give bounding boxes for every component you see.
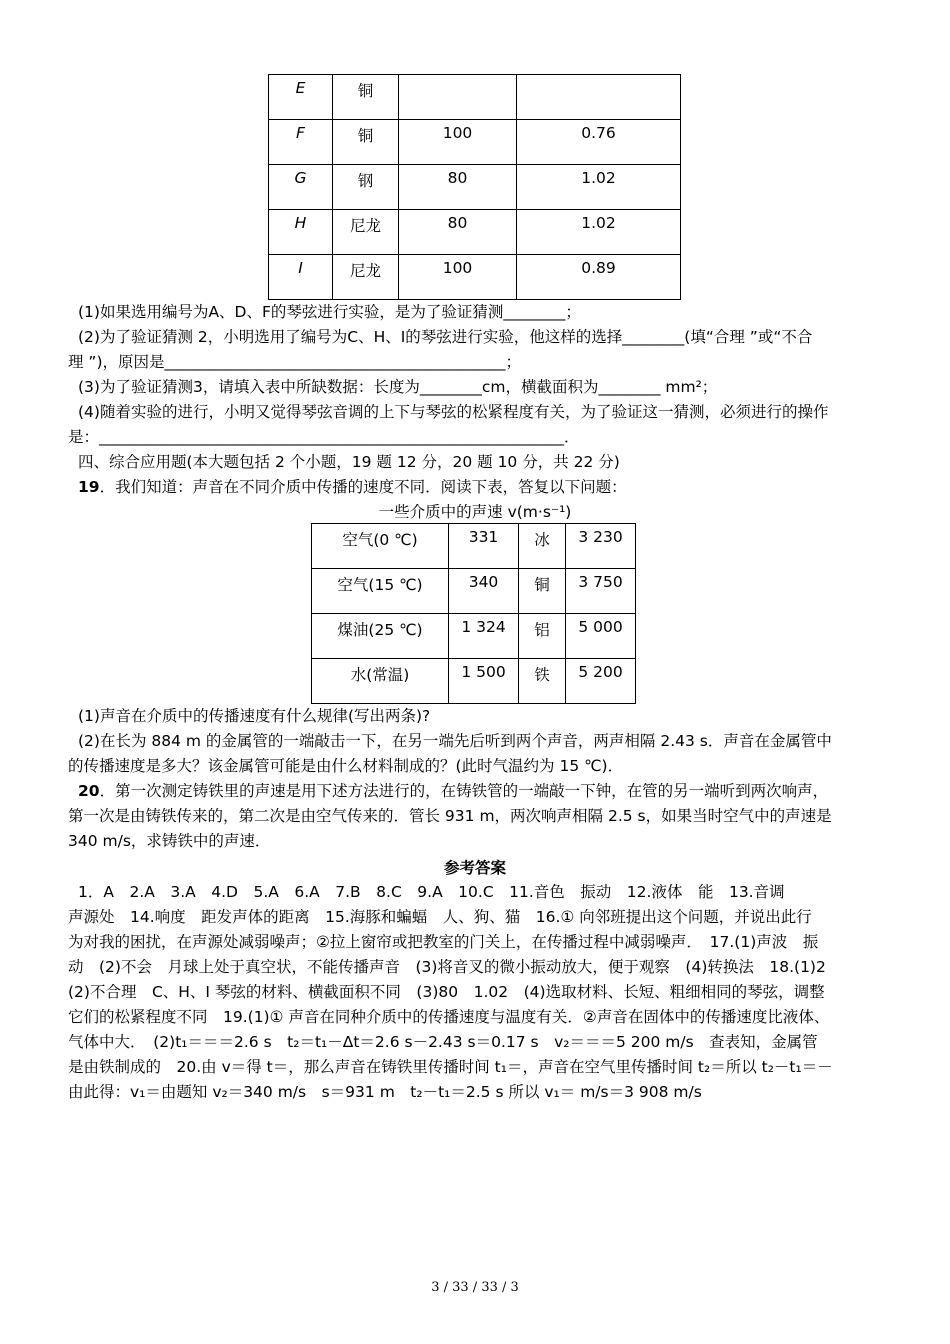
string-length — [399, 75, 517, 120]
answer-line-8: 是由铁制成的 20.由 v＝得 t＝，那么声音在铸铁里传播时间 t₁＝，声音在空气里传播时间 t₂＝所以 t₂－t₁＝－ — [68, 1058, 833, 1076]
answer-line-6: 它们的松紧程度不同 19.(1)① 声音在同种介质中的传播速度与温度有关．②声音在固体中的传播速度比液体、 — [68, 1008, 830, 1026]
sound-speed-table — [311, 523, 636, 704]
question-4-line2: 是：____________________________________________________________． — [68, 428, 580, 446]
string-area — [517, 75, 681, 120]
medium-speed: 5 000 — [566, 614, 636, 659]
medium-name: 冰 — [519, 524, 566, 569]
string-material: 钢 — [333, 165, 399, 210]
answers-heading: 参考答案 — [443, 859, 506, 877]
question-4-line1: (4)随着实验的进行，小明又觉得琴弦音调的上下与琴弦的松紧程度有关，为了验证这一猜测，必须进行的操作 — [78, 403, 829, 421]
string-id: I — [269, 255, 333, 300]
sound-speed-row — [312, 569, 636, 614]
string-area: 0.89 — [517, 255, 681, 300]
medium-speed: 5 200 — [566, 659, 636, 704]
sound-speed-row — [312, 659, 636, 704]
medium-name: 空气(0 ℃) — [312, 524, 449, 569]
answer-line-5: (2)不合理 C、H、I 琴弦的材料、横截面积不同 (3)80 1.02 (4)选取材料、长短、粗细相同的琴弦，调整 — [68, 983, 825, 1001]
medium-name: 铁 — [519, 659, 566, 704]
page-footer: 3 / 33 / 33 / 3 — [431, 1280, 519, 1295]
sound-speed-row — [312, 524, 636, 569]
question-1: (1)如果选用编号为A、D、F的琴弦进行实验，是为了验证猜测________； — [78, 303, 581, 321]
question-3: (3)为了验证猜测3，请填入表中所缺数据：长度为________cm，横截面积为________ mm²； — [78, 378, 718, 396]
string-table-row — [269, 210, 681, 255]
answer-line-4: 动 (2)不会 月球上处于真空状，不能传播声音 (3)将音叉的微小振动放大，便于观察 (4)转换法 18.(1)2 — [68, 958, 826, 976]
medium-speed: 340 — [449, 569, 519, 614]
question-20-line3: 340 m/s，求铸铁中的声速． — [68, 832, 271, 850]
medium-name: 煤油(25 ℃) — [312, 614, 449, 659]
string-length: 80 — [399, 210, 517, 255]
table2-title: 一些介质中的声速 v(m·s⁻¹) — [378, 503, 572, 521]
string-material: 铜 — [333, 75, 399, 120]
section-4-heading: 四、综合应用题(本大题包括 2 个小题，19 题 12 分，20 题 10 分，共 22 分) — [78, 453, 620, 471]
medium-name: 铝 — [519, 614, 566, 659]
string-table-row — [269, 120, 681, 165]
string-material: 尼龙 — [333, 210, 399, 255]
answer-line-3: 为对我的困扰，在声源处减弱噪声；②拉上窗帘或把教室的门关上，在传播过程中减弱噪声． 17.(1)声波 振 — [68, 933, 819, 951]
string-id: F — [269, 120, 333, 165]
string-material: 铜 — [333, 120, 399, 165]
string-length: 100 — [399, 120, 517, 165]
answer-line-2: 声源处 14.响度 距发声体的距离 15.海豚和蝙蝠 人、狗、猫 16.① 向邻班提出这个问题，并说出此行 — [68, 908, 812, 926]
medium-speed: 1 324 — [449, 614, 519, 659]
string-length: 100 — [399, 255, 517, 300]
string-id: E — [269, 75, 333, 120]
question-19-2-line1: (2)在长为 884 m 的金属管的一端敲击一下，在另一端先后听到两个声音，两声相隔 2.43 s．声音在金属管中 — [78, 732, 832, 750]
sound-speed-row — [312, 614, 636, 659]
question-2-line1: (2)为了验证猜测 2，小明选用了编号为C、H、I的琴弦进行实验，他这样的选择________(填“合理 ”或“不合 — [78, 328, 813, 346]
string-table-row — [269, 75, 681, 120]
answer-line-9: 由此得：v₁＝由题知 v₂＝340 m/s s＝931 m t₂－t₁＝2.5 s 所以 v₁＝ m/s＝3 908 m/s — [68, 1083, 702, 1101]
medium-speed: 331 — [449, 524, 519, 569]
string-material: 尼龙 — [333, 255, 399, 300]
medium-speed: 3 230 — [566, 524, 636, 569]
string-id: H — [269, 210, 333, 255]
question-20-line2: 第一次是由铸铁传来的，第二次是由空气传来的．管长 931 m，两次响声相隔 2.5 s，如果当时空气中的声速是 — [68, 807, 832, 825]
answer-line-1: 1．A 2.A 3.A 4.D 5.A 6.A 7.B 8.C 9.A 10.C 11.音色 振动 12.液体 能 13.音调 — [78, 883, 785, 901]
medium-name: 水(常温) — [312, 659, 449, 704]
question-19: 19．我们知道：声音在不同介质中传播的速度不同．阅读下表，答复以下问题： — [78, 478, 627, 496]
string-id: G — [269, 165, 333, 210]
string-area: 1.02 — [517, 210, 681, 255]
string-table — [268, 74, 681, 300]
answer-line-7: 气体中大． (2)t₁＝＝＝2.6 s t₂＝t₁－Δt＝2.6 s－2.43 s＝0.17 s v₂＝＝＝5 200 m/s 查表知，金属管 — [68, 1033, 818, 1051]
medium-speed: 3 750 — [566, 569, 636, 614]
string-area: 1.02 — [517, 165, 681, 210]
medium-name: 铜 — [519, 569, 566, 614]
medium-speed: 1 500 — [449, 659, 519, 704]
string-table-row — [269, 165, 681, 210]
question-2-line2: 理 ”)，原因是____________________________________________； — [68, 353, 522, 371]
question-19-2-line2: 的传播速度是多大？该金属管可能是由什么材料制成的？(此时气温约为 15 ℃)． — [68, 757, 624, 775]
question-19-1: (1)声音在介质中的传播速度有什么规律(写出两条)? — [78, 707, 431, 725]
question-20-line1: 20．第一次测定铸铁里的声速是用下述方法进行的，在铸铁管的一端敲一下钟，在管的另一端听到两次响声， — [78, 782, 829, 800]
string-area: 0.76 — [517, 120, 681, 165]
medium-name: 空气(15 ℃) — [312, 569, 449, 614]
string-table-row — [269, 255, 681, 300]
string-length: 80 — [399, 165, 517, 210]
